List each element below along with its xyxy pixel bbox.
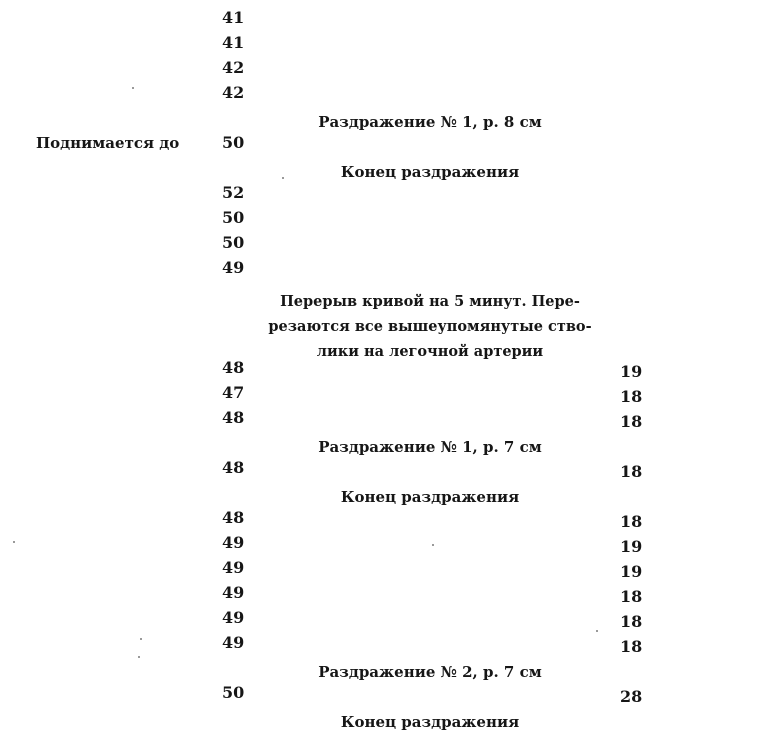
value-column-1: 50 [222,133,245,152]
value-column-1: 49 [222,533,245,552]
value-column-1: 50 [222,233,245,252]
table-row [0,383,760,408]
table-row [0,583,760,608]
table-row [0,533,760,558]
print-speck [432,544,434,546]
table-row [0,358,760,383]
value-column-1: 49 [222,258,245,277]
value-column-1: 47 [222,383,245,402]
value-column-1: 52 [222,183,245,202]
interruption-note-line: лики на легочной артерии [316,343,544,360]
row-label: Поднимается до [36,134,180,152]
interruption-note-line: резаются все вышеупомянутые ство- [268,318,592,335]
value-column-2: 28 [620,687,643,706]
value-column-1: 48 [222,458,245,477]
table-row [0,483,760,508]
value-column-1: 42 [222,58,245,77]
interruption-note-line: Перерыв кривой на 5 минут. Пере- [280,293,580,310]
value-column-1: 49 [222,608,245,627]
table-row [0,183,760,208]
value-column-1: 48 [222,508,245,527]
table-row [0,458,760,483]
table-row [0,258,760,283]
stimulation-note: Раздражение № 2, р. 7 см [318,663,542,681]
stimulation-note: Конец раздражения [340,488,520,506]
value-column-1: 48 [222,408,245,427]
value-column-2: 18 [620,512,643,531]
value-column-2: 19 [620,537,643,556]
value-column-1: 41 [222,8,245,27]
value-column-1: 49 [222,633,245,652]
table-row [0,208,760,233]
table-row [0,658,760,683]
value-column-1: 50 [222,683,245,702]
value-column-1: 50 [222,208,245,227]
value-column-2: 19 [620,562,643,581]
table-row [0,58,760,83]
table-row [0,108,760,133]
stimulation-note: Раздражение № 1, р. 8 см [318,113,542,131]
print-speck [13,541,15,543]
table-row [0,633,760,658]
print-speck [596,630,598,632]
print-speck [282,177,284,179]
table-row [0,558,760,583]
print-speck [132,87,134,89]
stimulation-note: Конец раздражения [340,713,520,731]
value-column-2: 18 [620,637,643,656]
table-row [0,708,760,733]
value-column-1: 49 [222,558,245,577]
value-column-2: 18 [620,462,643,481]
value-column-1: 42 [222,83,245,102]
value-column-2: 18 [620,412,643,431]
value-column-2: 18 [620,612,643,631]
table-row [0,133,760,158]
table-row [0,283,760,358]
table-row [0,8,760,33]
value-column-1: 41 [222,33,245,52]
table-row [0,683,760,708]
print-speck [140,638,142,640]
value-column-2: 18 [620,587,643,606]
table-row [0,433,760,458]
table-row [0,608,760,633]
stimulation-note: Конец раздражения [340,163,520,181]
table-row [0,508,760,533]
table-row [0,408,760,433]
table-row [0,158,760,183]
value-column-1: 48 [222,358,245,377]
table-row [0,233,760,258]
value-column-2: 19 [620,362,643,381]
value-column-1: 49 [222,583,245,602]
print-speck [138,656,140,658]
table-row [0,33,760,58]
value-column-2: 18 [620,387,643,406]
table-row [0,83,760,108]
stimulation-note: Раздражение № 1, р. 7 см [318,438,542,456]
